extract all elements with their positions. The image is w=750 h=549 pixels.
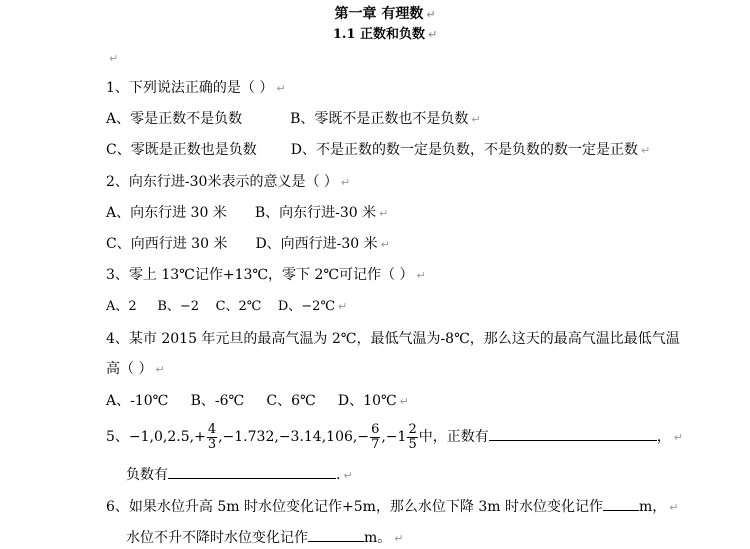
section-title-text: 1.1 正数和负数 [332, 27, 425, 42]
paragraph-mark-icon: ↵ [399, 395, 409, 408]
section-title [0, 23, 750, 42]
q6-unit-1: m， [639, 499, 667, 515]
q2-option-a: A、向东行进 30 米 [106, 205, 227, 221]
paragraph-mark-icon: ↵ [673, 431, 683, 444]
paragraph-mark-icon: ↵ [640, 144, 651, 157]
fraction-denominator: 5 [408, 436, 417, 452]
paragraph-mark-icon: ↵ [379, 207, 389, 220]
fraction-4-3 [207, 423, 217, 452]
question-5-negatives [126, 463, 353, 486]
fraction-numerator: 4 [207, 421, 217, 437]
question-6-text: 6、如果水位升高 5m 时水位变化记作+5m，那么水位下降 3m 时水位变化记作 [106, 499, 603, 515]
fraction-denominator: 3 [207, 436, 217, 452]
paragraph-mark-icon: ↵ [416, 269, 426, 282]
q3-options-text: A、2 B、−2 C、2℃ D、−2℃ [106, 299, 335, 314]
paragraph-mark-icon: ↵ [343, 469, 353, 482]
chapter-title [0, 3, 750, 23]
paragraph-mark-icon: ↵ [669, 501, 679, 514]
q5-comma: ， [656, 429, 671, 445]
paragraph-mark-icon: ↵ [155, 363, 165, 376]
paragraph-mark-icon: ↵ [338, 300, 348, 313]
question-2-stem [106, 172, 350, 193]
question-6-stem-cont [126, 526, 404, 549]
q1-option-c: C、零既是正数也是负数 [106, 142, 257, 158]
question-4-text-cont: 高（ ） [106, 361, 153, 377]
fraction-2-5 [407, 423, 417, 452]
q1-option-d: D、不是正数的数一定是负数，不是负数的数一定是正数 [290, 142, 638, 158]
question-1-options-cd [106, 140, 650, 161]
question-3-text: 3、零上 13℃记作+13℃，零下 2℃可记作（ ） [106, 267, 414, 283]
q2-option-d: D、向西行进-30 米 [255, 236, 378, 252]
question-2-text: 2、向东行进-30米表示的意义是（ ） [106, 174, 338, 190]
paragraph-mark-icon: ↵ [380, 238, 390, 251]
question-1-text: 1、下列说法正确的是（ ） [106, 80, 274, 96]
paragraph-mark-icon: ↵ [427, 28, 438, 41]
question-6-text-cont: 水位不升不降时水位变化记作 [126, 530, 308, 546]
fraction-numerator: 2 [408, 421, 417, 437]
question-4-stem [106, 329, 680, 349]
question-4-options [106, 391, 409, 412]
question-2-options-ab [106, 203, 388, 224]
paragraph-mark-icon: ↵ [276, 82, 286, 95]
question-1-stem [106, 78, 286, 99]
empty-paragraph [106, 48, 118, 69]
positive-numbers-blank[interactable] [489, 425, 657, 441]
question-1-options-ab [106, 109, 481, 130]
paragraph-mark-icon: ↵ [426, 8, 436, 21]
fraction-6-7 [370, 423, 380, 452]
q2-option-c: C、向西行进 30 米 [106, 236, 228, 252]
chapter-title-text: 第一章 有理数 [334, 6, 424, 22]
q5-period: . [336, 467, 341, 483]
q6-unit-2: m。 [364, 530, 392, 546]
q1-option-a: A、零是正数不是负数 [106, 111, 243, 127]
question-5-stem [106, 418, 683, 457]
q5-seq-c: ,−1 [381, 429, 407, 445]
question-6-stem [106, 495, 679, 518]
q1-option-b: B、零既不是正数也不是负数 [290, 111, 469, 127]
paragraph-mark-icon: ↵ [471, 113, 481, 126]
paragraph-mark-icon: ↵ [394, 532, 404, 545]
water-steady-blank[interactable] [308, 526, 364, 542]
q5-seq-b: ,−1.732,−3.14,106,− [218, 429, 370, 445]
negative-numbers-blank[interactable] [168, 463, 336, 479]
question-2-options-cd [106, 234, 390, 255]
paragraph-mark-icon: ↵ [109, 52, 119, 65]
question-3-stem [106, 265, 426, 286]
fraction-denominator: 7 [371, 436, 380, 452]
q5-seq-a: −1,0,2.5,+ [128, 429, 206, 445]
question-4-stem-cont [106, 359, 165, 380]
question-3-options [106, 297, 347, 317]
water-drop-blank[interactable] [603, 495, 639, 511]
q5-number: 5、 [106, 429, 129, 445]
q4-options-text: A、-10℃ B、-6℃ C、6℃ D、10℃ [106, 393, 397, 409]
q5-mid-text: 中，正数有 [418, 429, 489, 445]
q5-negative-label: 负数有 [126, 467, 168, 483]
question-4-text: 4、某市 2015 年元旦的最高气温为 2℃，最低气温为-8℃，那么这天的最高气温比最低气温 [106, 331, 680, 347]
fraction-numerator: 6 [371, 421, 380, 437]
paragraph-mark-icon: ↵ [340, 176, 351, 189]
q2-option-b: B、向东行进-30 米 [254, 205, 377, 221]
